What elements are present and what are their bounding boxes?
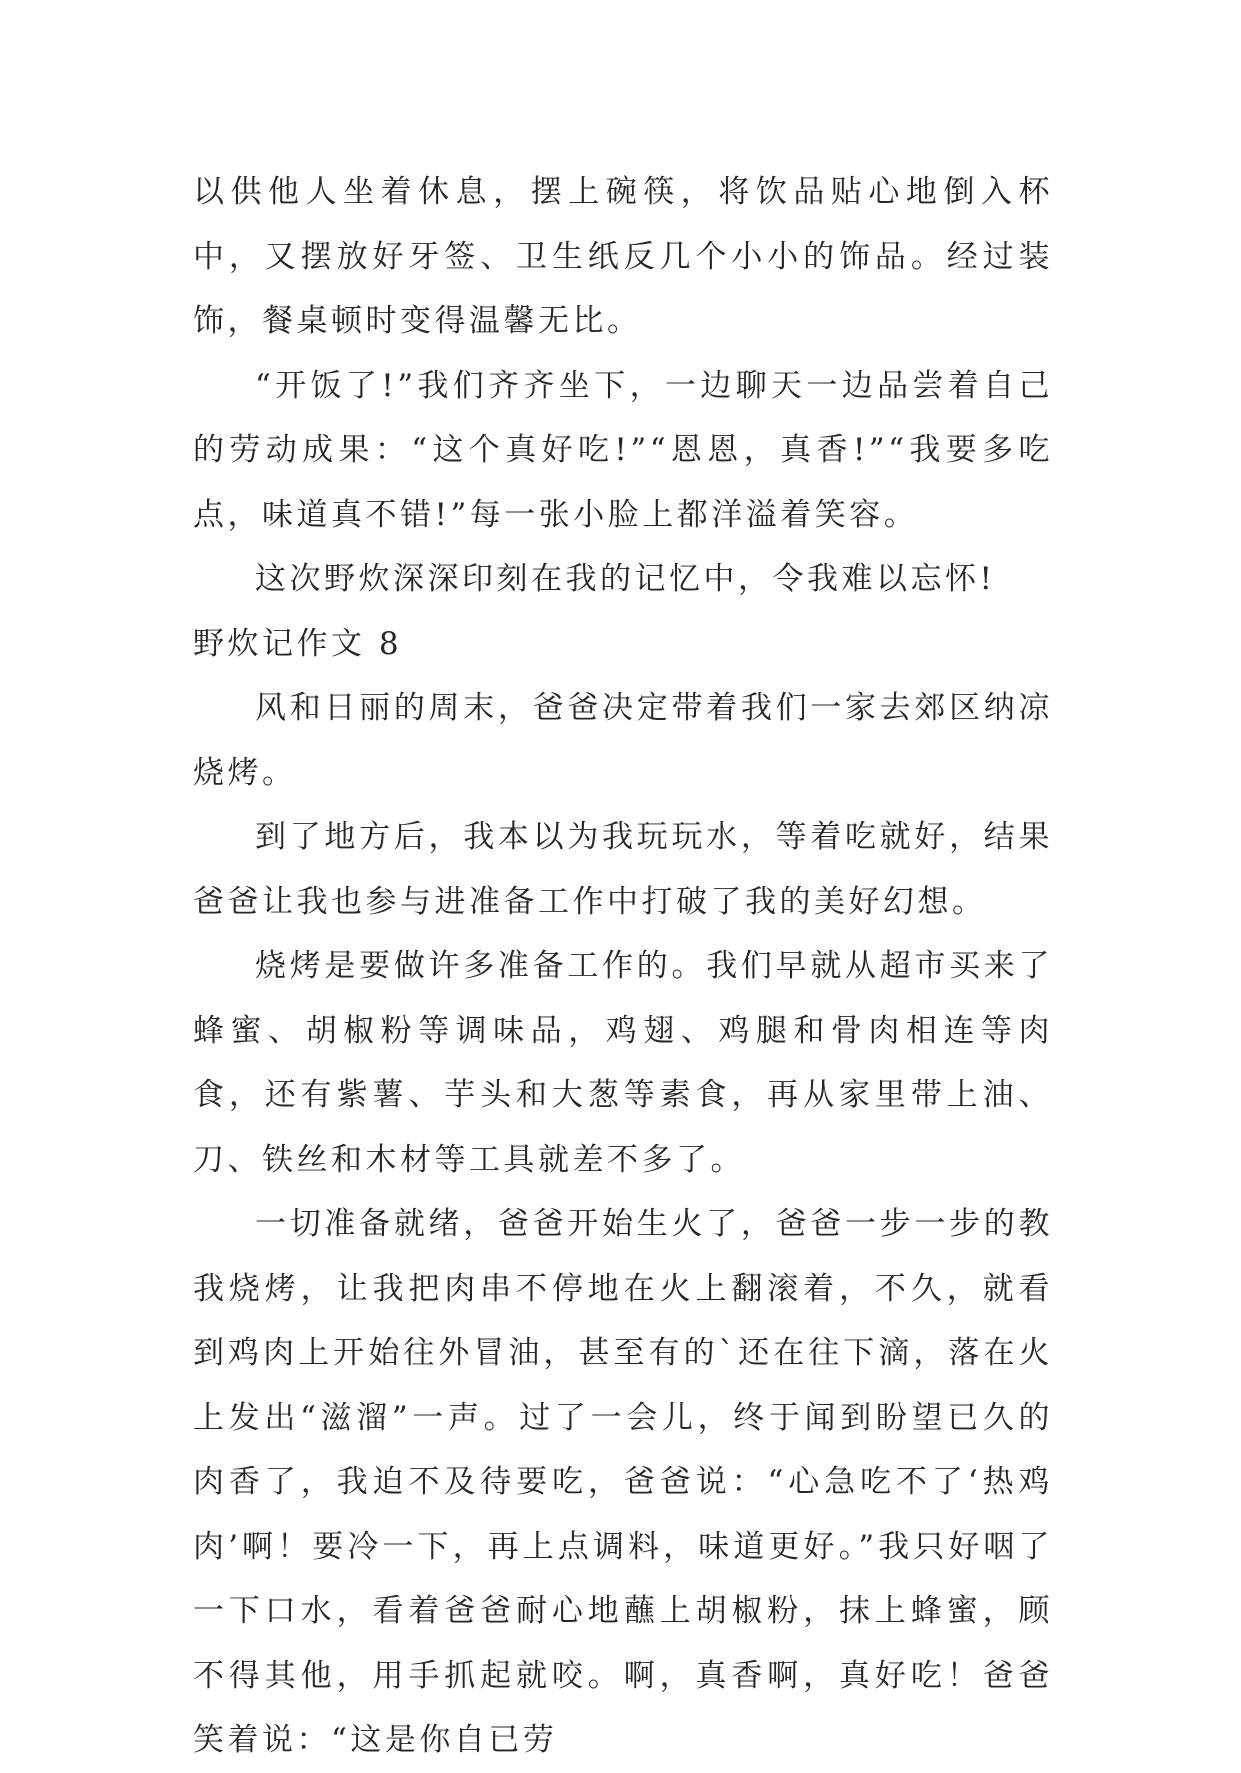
essay-heading: 野炊记作文 8	[193, 625, 403, 662]
paragraph-arrival: 到了地方后，我本以为我玩玩水，等着吃就好，结果爸爸让我也参与进准备工作中打破了我的美好幻想。	[193, 819, 1053, 920]
paragraph-continued: 以供他人坐着休息，摆上碗筷，将饮品贴心地倒入杯中，又摆放好牙签、卫生纸反几个小小的饰品。经过装饰，餐桌顿时变得温馨无比。	[193, 174, 1053, 339]
paragraph-dinner: “开饭了!”我们齐齐坐下，一边聊天一边品尝着自己的劳动成果：“这个真好吃!”“恩恩，真香!”“我要多吃点，味道真不错!”每一张小脸上都洋溢着笑容。	[193, 367, 1053, 533]
document-body	[193, 160, 1053, 1773]
paragraph-grilling: 一切准备就绪，爸爸开始生火了，爸爸一步一步的教我烧烤，让我把肉串不停地在火上翻滚着，不久，就看到鸡肉上开始往外冒油，甚至有的`还在往下滴，落在火上发出“滋溜”一声。过了一会儿，终于闻到盼望已久的肉香了，我迫不及待要吃，爸爸说：“心急吃不了‘热鸡肉’啊！要冷一下，再上点调料，味道更好。”我只好咽了一下口水，看着爸爸耐心地蘸上胡椒粉，抹上蜂蜜，顾不得其他，用手抓起就咬。啊，真香啊，真好吃！爸爸笑着说：“这是你自已劳	[193, 1206, 1053, 1758]
paragraph-memory: 这次野炊深深印刻在我的记忆中，令我难以忘怀!	[255, 561, 996, 597]
paragraph-preparation: 烧烤是要做许多准备工作的。我们早就从超市买来了蜂蜜、胡椒粉等调味品，鸡翅、鸡腿和骨肉相连等肉食，还有紫薯、芋头和大葱等素食，再从家里带上油、刀、铁丝和木材等工具就差不多了。	[193, 948, 1053, 1178]
paragraph-weekend: 风和日丽的周末，爸爸决定带着我们一家去郊区纳凉烧烤。	[193, 690, 1053, 791]
